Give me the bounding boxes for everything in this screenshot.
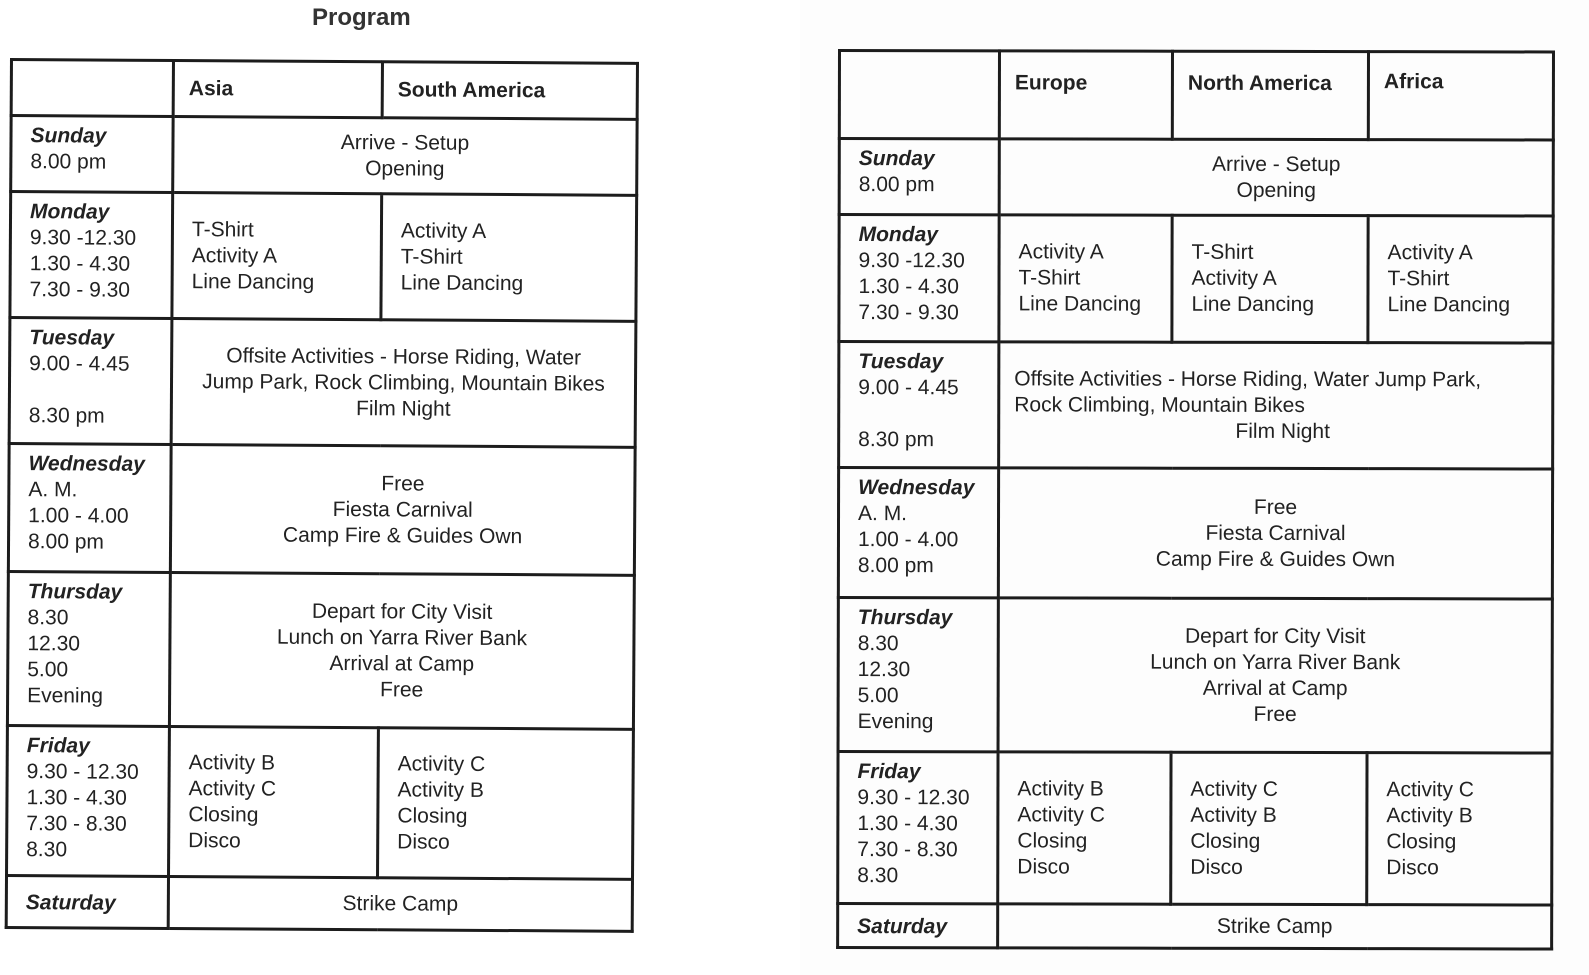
time-label: 8.00 pm — [30, 150, 107, 174]
activity-cell-asia — [169, 726, 379, 877]
activity-cell-africa — [1367, 753, 1552, 905]
activity-line: Film Night — [356, 396, 451, 421]
activity-cell-asia — [172, 192, 382, 319]
time-label: Evening — [27, 684, 104, 708]
time-label: 8.30 — [26, 838, 68, 862]
activity-cell-north-america — [1171, 752, 1367, 904]
corner-cell — [839, 51, 999, 139]
corner-cell — [11, 60, 173, 117]
activity-line: Closing — [397, 803, 468, 828]
time-label: 9.30 -12.30 — [858, 249, 965, 273]
time-label: 8.30 — [857, 632, 899, 656]
activity-cell-europe — [998, 752, 1171, 904]
activity-line: Free — [379, 677, 424, 702]
time-label: 7.30 - 9.30 — [29, 278, 131, 302]
time-label: 8.30 — [857, 864, 899, 888]
day-cell-wednesday — [8, 444, 171, 573]
activity-line: Arrival at Camp — [1202, 676, 1348, 700]
activity-line: Line Dancing — [191, 269, 315, 294]
day-cell-wednesday — [838, 468, 998, 598]
program-table-europe-north-america-africa — [836, 49, 1555, 950]
time-label: 9.00 - 4.45 — [29, 352, 130, 376]
time-label: Evening — [857, 710, 934, 734]
day-label: Tuesday — [29, 326, 115, 350]
activity-line: Line Dancing — [1387, 293, 1511, 317]
header-north-america: North America — [1172, 51, 1368, 139]
activity-line: Closing — [1190, 829, 1261, 853]
activity-line: Opening — [365, 156, 445, 181]
activity-line: Arrive - Setup — [1212, 152, 1341, 176]
activity-line: Jump Park, Rock Climbing, Mountain Bikes — [202, 369, 605, 396]
activity-line: Line Dancing — [1191, 292, 1315, 316]
day-label: Thursday — [27, 580, 123, 604]
row-sunday — [11, 116, 637, 196]
activity-line: Fiesta Carnival — [332, 497, 473, 522]
activity-line: Activity B — [397, 777, 484, 802]
spacer — [29, 377, 164, 404]
activity-line: Activity C — [188, 776, 277, 801]
activity-cell — [998, 468, 1552, 599]
time-label: 8.30 pm — [28, 404, 105, 428]
activity-cell-south-america — [377, 728, 633, 880]
time-label: 7.30 - 8.30 — [857, 838, 958, 862]
time-label: 12.30 — [857, 658, 911, 682]
activity-cell — [168, 876, 632, 931]
activity-line: Strike Camp — [1216, 914, 1333, 938]
day-cell-sunday — [839, 139, 999, 215]
day-cell-tuesday — [839, 342, 999, 468]
activity-line: Closing — [1017, 828, 1088, 853]
time-label: 8.00 pm — [857, 554, 934, 578]
time-label: 9.00 - 4.45 — [858, 376, 959, 400]
day-cell-saturday — [6, 875, 168, 928]
activity-line: Activity C — [1190, 777, 1278, 801]
day-label: Sunday — [858, 147, 935, 171]
row-friday — [7, 725, 634, 879]
activity-line: Activity C — [1017, 802, 1105, 827]
activity-line: Arrival at Camp — [329, 651, 475, 676]
row-monday — [10, 192, 637, 322]
activity-line: Disco — [397, 829, 450, 854]
activity-line: Activity A — [400, 218, 487, 243]
header-south-america: South America — [382, 62, 637, 120]
row-thursday — [7, 571, 634, 729]
day-label: Monday — [858, 223, 938, 247]
activity-cell-africa — [1368, 216, 1553, 343]
day-label: Tuesday — [858, 350, 944, 374]
row-tuesday — [839, 342, 1553, 469]
day-cell-friday — [838, 752, 998, 904]
header-row — [839, 51, 1553, 140]
time-label: 8.30 — [27, 606, 69, 630]
page-title: Program — [312, 4, 411, 31]
day-label: Monday — [29, 200, 110, 224]
day-cell-saturday — [838, 904, 998, 948]
activity-line: Activity A — [191, 243, 278, 268]
time-label: 8.00 pm — [858, 173, 935, 197]
activity-line: Strike Camp — [342, 891, 459, 916]
day-cell-monday — [839, 215, 999, 342]
day-label: Saturday — [25, 890, 116, 915]
row-friday — [838, 752, 1552, 905]
day-label: Wednesday — [28, 452, 145, 476]
day-label: Sunday — [30, 124, 107, 148]
activity-cell — [169, 572, 634, 729]
activity-line: Activity C — [1386, 777, 1474, 801]
activity-line: T-Shirt — [1018, 266, 1081, 290]
activity-line: Rock Climbing, Mountain Bikes — [1014, 392, 1305, 417]
activity-cell — [173, 116, 637, 195]
time-label: 7.30 - 8.30 — [26, 812, 127, 836]
activity-line: Activity B — [1190, 803, 1277, 827]
activity-cell — [999, 342, 1553, 469]
row-thursday — [838, 598, 1552, 753]
activity-line: Activity B — [1386, 803, 1473, 827]
time-label: 1.30 - 4.30 — [26, 786, 127, 810]
activity-cell-north-america — [1172, 215, 1368, 342]
activity-cell — [998, 904, 1552, 949]
activity-line: Opening — [1236, 178, 1316, 202]
activity-line: Closing — [188, 802, 259, 827]
time-label: 7.30 - 9.30 — [858, 301, 959, 325]
activity-line: Free — [1253, 495, 1298, 519]
time-label: A. M. — [858, 502, 908, 526]
row-wednesday — [8, 444, 635, 576]
activity-cell-south-america — [381, 194, 637, 322]
day-label: Wednesday — [858, 476, 975, 500]
activity-line: Closing — [1386, 829, 1457, 853]
activity-cell-europe — [999, 215, 1172, 342]
day-cell-friday — [7, 725, 170, 876]
header-europe: Europe — [999, 51, 1172, 139]
activity-line: Camp Fire & Guides Own — [282, 523, 523, 548]
activity-line: Camp Fire & Guides Own — [1155, 547, 1396, 571]
activity-line: Disco — [1386, 855, 1439, 879]
activity-line: Activity B — [188, 750, 276, 775]
activity-line: Depart for City Visit — [1184, 624, 1366, 648]
time-label: 5.00 — [857, 684, 899, 708]
time-label: 9.30 -12.30 — [29, 226, 137, 250]
program-table-asia-south-america — [5, 58, 639, 933]
activity-line: Line Dancing — [400, 270, 524, 295]
time-label: 8.30 pm — [858, 428, 935, 452]
spacer — [858, 401, 991, 427]
time-label: 1.30 - 4.30 — [29, 252, 131, 276]
time-label: A. M. — [28, 478, 78, 502]
day-cell-thursday — [838, 598, 998, 752]
activity-line: Free — [1253, 702, 1297, 726]
day-cell-monday — [10, 192, 173, 319]
activity-line: T-Shirt — [191, 217, 254, 241]
activity-line: Fiesta Carnival — [1205, 521, 1346, 545]
activity-line: Activity B — [1017, 776, 1104, 801]
activity-cell — [171, 318, 636, 447]
activity-line: Activity A — [1018, 240, 1104, 264]
activity-line: Offsite Activities - Horse Riding, Water Jump Park, — [1014, 366, 1482, 391]
activity-line: Depart for City Visit — [311, 599, 493, 624]
row-sunday — [839, 139, 1553, 216]
header-africa: Africa — [1368, 52, 1553, 140]
activity-line: T-Shirt — [1387, 267, 1450, 291]
time-label: 9.30 - 12.30 — [26, 760, 139, 784]
time-label: 9.30 - 12.30 — [857, 786, 970, 810]
day-label: Thursday — [857, 606, 953, 630]
day-label: Saturday — [857, 914, 948, 938]
row-tuesday — [9, 318, 636, 448]
activity-line: Free — [381, 471, 425, 496]
activity-line: Disco — [188, 828, 241, 852]
day-label: Friday — [857, 760, 921, 784]
time-label: 1.00 - 4.00 — [28, 504, 129, 528]
row-saturday — [838, 904, 1552, 949]
activity-line: Line Dancing — [1018, 292, 1142, 316]
header-asia: Asia — [173, 60, 382, 117]
time-label: 5.00 — [27, 658, 69, 682]
day-cell-tuesday — [9, 318, 172, 445]
day-cell-sunday — [11, 116, 173, 193]
time-label: 12.30 — [27, 632, 81, 656]
activity-line: Lunch on Yarra River Bank — [1150, 650, 1401, 674]
activity-line: T-Shirt — [400, 244, 463, 269]
time-label: 8.00 pm — [27, 530, 105, 554]
activity-line: Activity A — [1387, 241, 1473, 265]
activity-line: Offsite Activities - Horse Riding, Water — [226, 343, 582, 369]
activity-line: Activity C — [397, 751, 486, 776]
row-monday — [839, 215, 1553, 343]
activity-line: Disco — [1190, 855, 1243, 879]
day-label: Friday — [26, 734, 90, 758]
row-saturday — [6, 875, 632, 931]
activity-line: Activity A — [1191, 266, 1277, 290]
activity-cell — [998, 598, 1552, 753]
day-cell-thursday — [7, 571, 170, 726]
time-label: 1.30 - 4.30 — [858, 275, 959, 299]
time-label: 1.00 - 4.00 — [857, 528, 959, 552]
activity-line: Film Night — [1235, 419, 1330, 443]
activity-line: T-Shirt — [1191, 240, 1254, 264]
activity-line: Lunch on Yarra River Bank — [276, 625, 528, 650]
activity-line: Arrive - Setup — [340, 130, 470, 155]
activity-cell — [999, 139, 1553, 216]
activity-cell — [170, 444, 635, 575]
time-label: 1.30 - 4.30 — [857, 812, 958, 836]
row-wednesday — [838, 468, 1552, 599]
header-row — [11, 60, 637, 120]
activity-line: Disco — [1017, 854, 1070, 878]
